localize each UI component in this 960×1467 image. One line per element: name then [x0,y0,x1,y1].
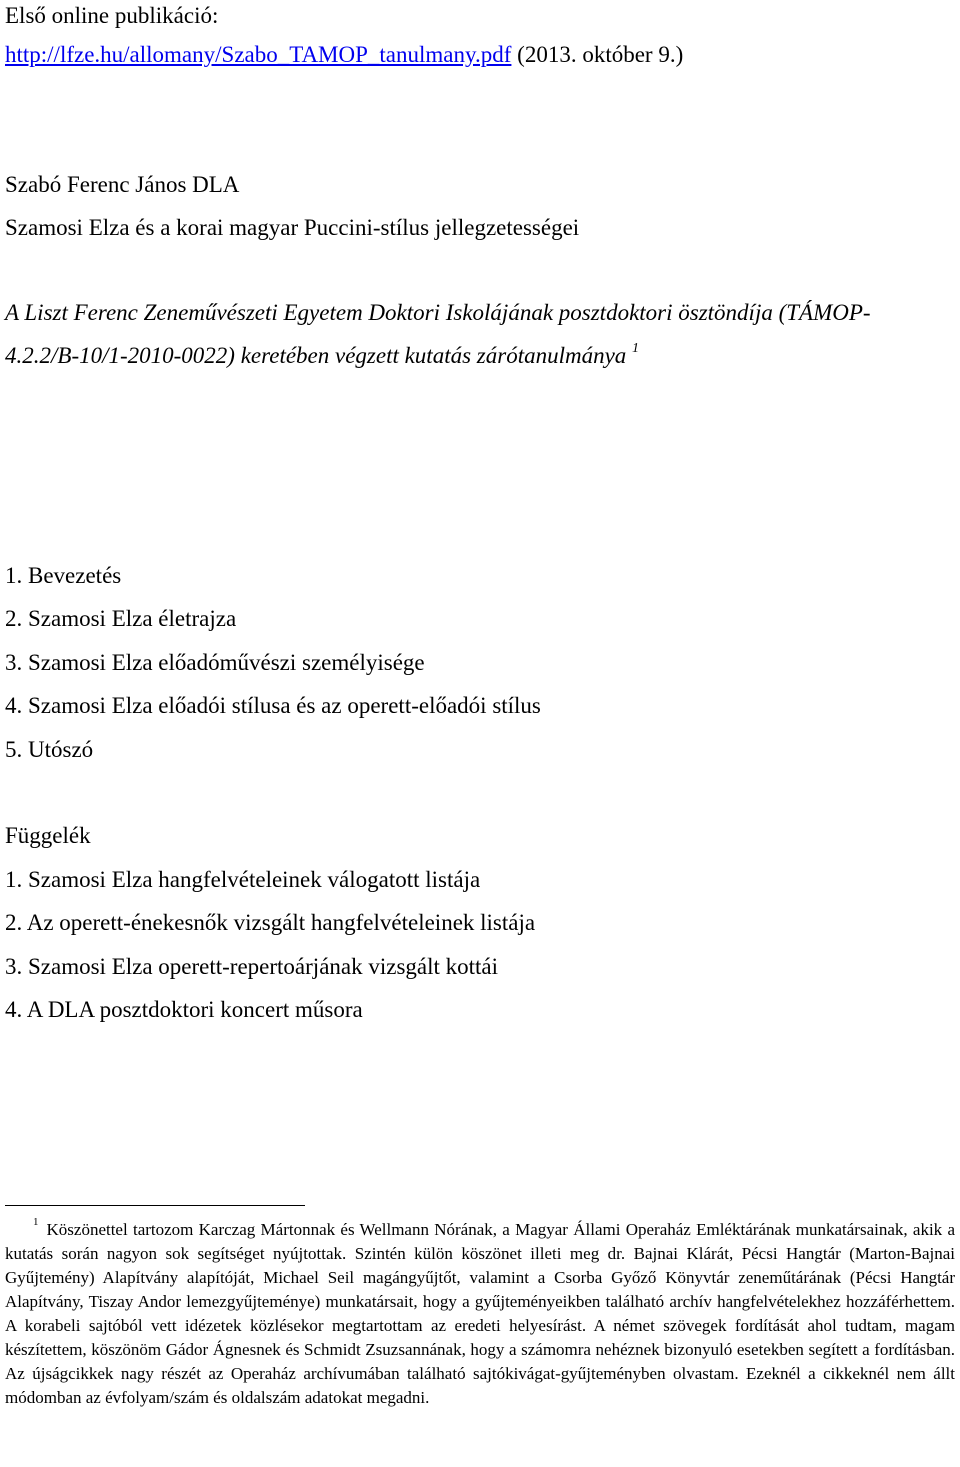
subtitle-line-2 [5,342,639,370]
footnote-text: Köszönettel tartozom Karczag Mártonnak és Wellmann Nórának, a Magyar Állami Operaház Emléktárának munkatársainak, akik a kutatás során nagyon sok segítséget nyújtottak. Szintén külön köszönet illeti meg dr. Bajnai Klárát, Pécsi Hangtár (Marton-Bajnai Gyűjtemény) Alapítvány alapítóját, Michael Seil magángyűjtőt, valamint a Csorba Győző Könyvtár zeneműtárának (Pécsi Hangtár Alapítvány, Tiszay Andor lemezgyűjteménye) munkatársait, hogy a gyűjteményeikben található archív hangfelvételekhez hozzáférhettem. A korabeli sajtóból vett idézetek közlésekor megtartottam az eredeti helyesírást. A német szövegek fordítását ahol tudtam, magam készítettem, köszönöm Gádor Ágnesnek és Schmidt Zsuzsannának, hogy a számomra nehéznek bizonyuló esetekben segített a fordításban. Az újságcikkek nagy részét az Operaház archívumában található sajtókivágat-gyűjteményben olvastam. Ezeknél a cikkeknél nem állt módomban az évfolyam/szám és oldalszám adatokat megadni. [5,1220,955,1407]
appendix-item: 2. Az operett-énekesnők vizsgált hangfelvételeinek listája [5,910,536,936]
footnote-divider [5,1205,305,1206]
appendix-item: 4. A DLA posztdoktori koncert műsora [5,997,363,1023]
table-of-contents [5,562,541,779]
toc-item: 3. Szamosi Elza előadóművészi személyisége [5,649,425,675]
subtitle-line-2-text: 4.2.2/B-10/1-2010-0022) keretében végzett kutatás zárótanulmánya [5,343,627,368]
publication-date: (2013. október 9.) [511,42,684,67]
appendix-item: 3. Szamosi Elza operett-repertoárjának vizsgált kottái [5,953,499,979]
publication-line [5,41,683,69]
appendix-heading: Függelék [5,823,91,848]
toc-item: 1. Bevezetés [5,563,122,588]
subtitle-line-1: A Liszt Ferenc Zeneművészeti Egyetem Doktori Iskolájának posztdoktori ösztöndíja (TÁMOP- [5,300,871,325]
toc-item: 5. Utószó [5,736,94,762]
footnote-number: 1 [33,1216,39,1229]
publication-label: Első online publikáció: [5,3,219,28]
toc-item: 2. Szamosi Elza életrajza [5,606,237,632]
footnote [5,1218,955,1410]
footnote-reference[interactable]: 1 [632,341,640,357]
author: Szabó Ferenc János DLA [5,172,240,197]
toc-item: 4. Szamosi Elza előadói stílusa és az operett-előadói stílus [5,693,541,719]
publication-url-link[interactable]: http://lfze.hu/allomany/Szabo_TAMOP_tanulmany.pdf [5,42,512,67]
document-title: Szamosi Elza és a korai magyar Puccini-stílus jellegzetességei [5,215,580,240]
appendix-item: 1. Szamosi Elza hangfelvételeinek válogatott listája [5,867,481,892]
appendix-list [5,866,535,1040]
